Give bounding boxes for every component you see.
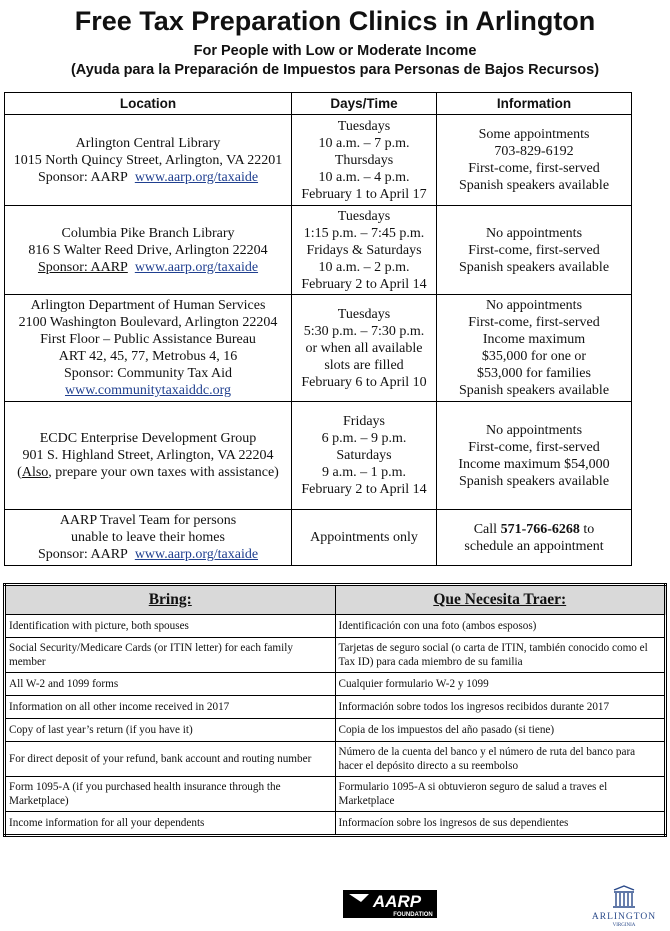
bring-item-es: Formulario 1095-A si obtuvieron seguro de salud a traves el Marketplace: [335, 777, 666, 812]
bring-item-es: Copia de los impuestos del año pasado (si tiene): [335, 719, 666, 742]
clinic-row-columbia-pike: [5, 206, 632, 295]
clinic-row-central-library: [5, 115, 632, 206]
days-line: Tuesdays: [337, 118, 391, 134]
days-line: February 6 to April 10: [301, 374, 427, 390]
days-line: Fridays: [343, 414, 385, 429]
bring-item-en: Form 1095-A (if you purchased health insurance through the Marketplace): [5, 777, 336, 812]
info-line: No appointments: [485, 225, 583, 241]
header-bring: [5, 585, 336, 615]
aarp-logo-sub: FOUNDATION: [393, 912, 433, 918]
arlington-logo-sub: VIRGINIA: [612, 923, 636, 928]
clinics-header-row: [5, 93, 632, 115]
info-line: Spanish speakers available: [458, 178, 610, 193]
sponsor: Sponsor: AARP: [37, 259, 128, 275]
info-line: Spanish speakers available: [458, 473, 610, 489]
days-line: February 1 to April 17: [301, 186, 427, 202]
clinic-days: [292, 402, 437, 510]
also-rest: , prepare your own taxes with assistance): [48, 465, 279, 480]
bring-item-en: Identification with picture, both spouses: [5, 615, 336, 638]
clinic-row-human-services: [5, 295, 632, 402]
bring-item-en: Information on all other income received in 2017: [5, 696, 336, 719]
days-line: February 2 to April 14: [301, 482, 427, 497]
location-sponsor-line: [7, 546, 289, 563]
location-note: (Also, prepare your own taxes with assistance): [17, 465, 279, 480]
clinic-days: [292, 115, 437, 206]
days-line: Fridays & Saturdays: [306, 242, 422, 258]
info-call-line: [439, 521, 629, 538]
subtitle-spanish: (Ayuda para la Preparación de Impuestos para Personas de Bajos Recursos): [70, 62, 600, 78]
bring-item-en: Copy of last year’s return (if you have it): [5, 719, 336, 742]
clinic-info: [437, 402, 632, 510]
days-line: 5:30 p.m. – 7:30 p.m.: [303, 323, 425, 339]
bring-table: [3, 583, 667, 837]
clinic-location: [5, 295, 292, 402]
location-address: 1015 North Quincy Street, Arlington, VA 22201: [13, 152, 283, 168]
info-line: No appointments: [485, 422, 583, 438]
bring-header-row: [5, 585, 666, 615]
header-bring-label: Bring:: [148, 591, 192, 608]
bring-row: [5, 719, 666, 742]
aarp-foundation-logo: [343, 890, 437, 918]
clinic-location: [5, 402, 292, 510]
bring-item-en: Income information for all your dependents: [5, 812, 336, 836]
days-line: Tuesdays: [337, 208, 391, 224]
bring-item-en: All W-2 and 1099 forms: [5, 673, 336, 696]
days-line: or when all available: [305, 340, 423, 356]
bring-item-es: Informacíon sobre los ingresos de sus dependientes: [335, 812, 666, 836]
clinic-row-travel-team: [5, 510, 632, 566]
sponsor-link[interactable]: www.aarp.org/taxaide: [134, 259, 259, 275]
sponsor-link[interactable]: www.communitytaxaiddc.org: [64, 383, 232, 398]
clinic-info: [437, 295, 632, 402]
location-address: 816 S Walter Reed Drive, Arlington 22204: [28, 242, 268, 258]
info-phone: 571-766-6268: [500, 521, 580, 537]
clinic-location: [5, 115, 292, 206]
bring-row: [5, 615, 666, 638]
bring-item-es: Información sobre todos los ingresos recibidos durante 2017: [335, 696, 666, 719]
location-floor: First Floor – Public Assistance Bureau: [40, 332, 256, 347]
clinic-row-ecdc: [5, 402, 632, 510]
bring-item-en: For direct deposit of your refund, bank account and routing number: [5, 742, 336, 777]
info-line: $35,000 for one or: [481, 349, 587, 364]
arlington-building-icon: [613, 886, 635, 907]
bring-row: [5, 696, 666, 719]
header-days-time: Days/Time: [292, 93, 437, 115]
location-transit: ART 42, 45, 77, Metrobus 4, 16: [58, 349, 238, 364]
days-line: Tuesdays: [337, 306, 391, 322]
info-phone: 703-829-6192: [494, 144, 574, 159]
location-address: 2100 Washington Boulevard, Arlington 22204: [18, 315, 278, 330]
info-line: Spanish speakers available: [458, 383, 610, 398]
location-name: Arlington Department of Human Services: [30, 298, 266, 313]
arlington-virginia-logo: [584, 884, 664, 928]
subtitle-english: For People with Low or Moderate Income: [193, 43, 477, 59]
days-line: slots are filled: [324, 357, 404, 373]
days-line: February 2 to April 14: [301, 276, 427, 292]
header-information: Information: [437, 93, 632, 115]
bring-row: [5, 777, 666, 812]
info-line: schedule an appointment: [464, 538, 604, 554]
days-line: Thursdays: [334, 152, 394, 168]
location-sponsor-line: [7, 259, 289, 276]
arlington-logo-text: ARLINGTON: [591, 912, 657, 922]
clinic-info: [437, 510, 632, 566]
days-line: 6 p.m. – 9 p.m.: [321, 431, 407, 446]
location-name: AARP Travel Team for persons: [59, 513, 237, 528]
to-word: to: [583, 521, 595, 537]
days-line: 10 a.m. – 4 p.m.: [318, 169, 410, 185]
info-line: Spanish speakers available: [458, 259, 610, 275]
sponsor-link[interactable]: www.aarp.org/taxaide: [134, 547, 259, 562]
clinic-info: [437, 115, 632, 206]
call-word: Call: [473, 521, 498, 537]
sponsor: Sponsor: Community Tax Aid: [64, 366, 232, 381]
bring-item-es: Identificación con una foto (ambos esposos): [335, 615, 666, 638]
info-line: Income maximum: [482, 332, 586, 347]
bring-row: [5, 673, 666, 696]
header-que-necesita-traer: [335, 585, 666, 615]
clinic-days: [292, 206, 437, 295]
location-sponsor-line: [7, 169, 289, 186]
info-line: Some appointments: [478, 127, 590, 142]
page-title: Free Tax Preparation Clinics in Arlington: [74, 6, 596, 36]
info-line: Income maximum $54,000: [458, 456, 610, 472]
days-line: 9 a.m. – 1 p.m.: [322, 465, 406, 480]
clinic-days: [292, 295, 437, 402]
bring-row: [5, 638, 666, 673]
bring-row: [5, 812, 666, 836]
info-line: First-come, first-served: [468, 439, 600, 455]
info-line: $53,000 for families: [477, 366, 591, 381]
sponsor: Sponsor: AARP: [37, 169, 128, 185]
clinic-location: [5, 510, 292, 566]
clinic-location: [5, 206, 292, 295]
sponsor: Sponsor: AARP: [37, 547, 128, 562]
location-name: ECDC Enterprise Development Group: [39, 431, 257, 446]
location-address: 901 S. Highland Street, Arlington, VA 22204: [22, 448, 274, 463]
location-name-cont: unable to leave their homes: [71, 530, 225, 545]
days-line: 10 a.m. – 2 p.m.: [318, 259, 410, 275]
location-name: Columbia Pike Branch Library: [61, 225, 235, 241]
bring-row: [5, 742, 666, 777]
aarp-logo-text: AARP: [372, 892, 422, 911]
clinics-table: [4, 92, 632, 566]
clinic-info: [437, 206, 632, 295]
info-line: No appointments: [485, 298, 583, 313]
days-line: Saturdays: [336, 448, 392, 463]
info-line: First-come, first-served: [468, 161, 600, 176]
header-location: Location: [5, 93, 292, 115]
days-line: 1:15 p.m. – 7:45 p.m.: [303, 225, 425, 241]
also-word: Also: [21, 465, 49, 480]
bring-item-es: Cualquier formulario W-2 y 1099: [335, 673, 666, 696]
days-line: Appointments only: [310, 530, 418, 545]
info-line: First-come, first-served: [468, 315, 600, 330]
header-que-necesita-label: Que Necesita Traer:: [433, 591, 567, 608]
info-line: First-come, first-served: [468, 242, 600, 258]
location-name: Arlington Central Library: [75, 135, 221, 151]
sponsor-link[interactable]: www.aarp.org/taxaide: [134, 169, 259, 185]
bring-item-en: Social Security/Medicare Cards (or ITIN letter) for each family member: [5, 638, 336, 673]
days-line: 10 a.m. – 7 p.m.: [318, 135, 410, 151]
clinic-days: [292, 510, 437, 566]
bring-item-es: Número de la cuenta del banco y el número de ruta del banco para hacer el depósito directo a su reembolso: [335, 742, 666, 777]
bring-item-es: Tarjetas de seguro social (o carta de ITIN, también conocido como el Tax ID) para cada miembro de su familia: [335, 638, 666, 673]
